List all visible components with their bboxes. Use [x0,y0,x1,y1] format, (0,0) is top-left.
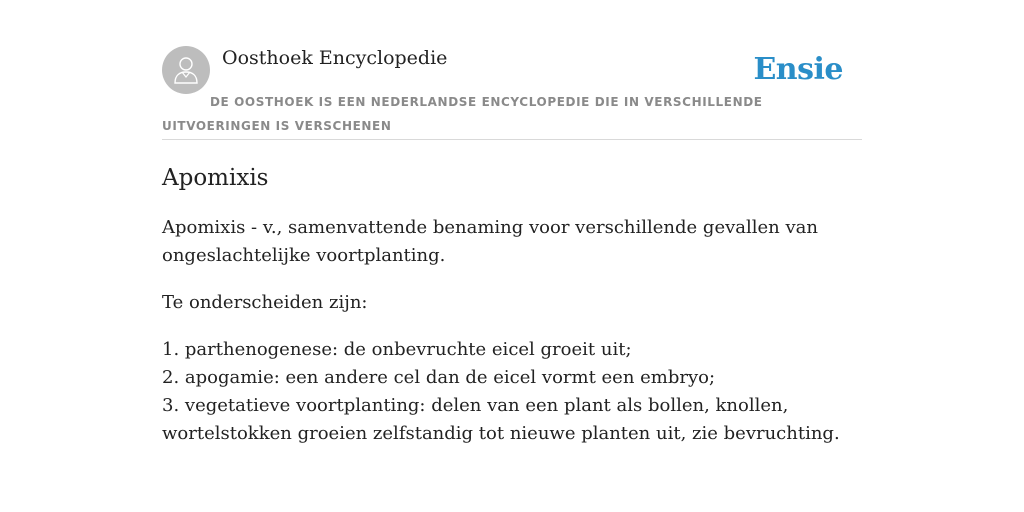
source-description: DE OOSTHOEK IS EEN NEDERLANDSE ENCYCLOPEDIE DIE IN VERSCHILLENDE UITVOERINGEN IS VERSCHENEN [162,95,763,133]
article-list [162,336,862,448]
article-subheading: Te onderscheiden zijn: [162,292,368,313]
source-avatar[interactable] [162,46,210,94]
source-header [162,46,862,140]
article [162,160,862,448]
article-title: Apomixis [162,165,269,191]
article-intro: Apomixis - v., samenvattende benaming voor verschillende gevallen van ongeslachtelijke voortplanting. [162,217,818,266]
source-title[interactable]: Oosthoek Encyclopedie [222,47,448,69]
user-icon [172,55,200,85]
list-item: 3. vegetatieve voortplanting: delen van een plant als bollen, knollen, wortelstokken groeien zelfstandig tot nieuwe planten uit, zie bevruchting. [162,395,840,444]
list-item: 2. apogamie: een andere cel dan de eicel vormt een embryo; [162,367,716,388]
list-item: 1. parthenogenese: de onbevruchte eicel groeit uit; [162,339,632,360]
brand-logo[interactable]: Ensie [753,52,843,87]
